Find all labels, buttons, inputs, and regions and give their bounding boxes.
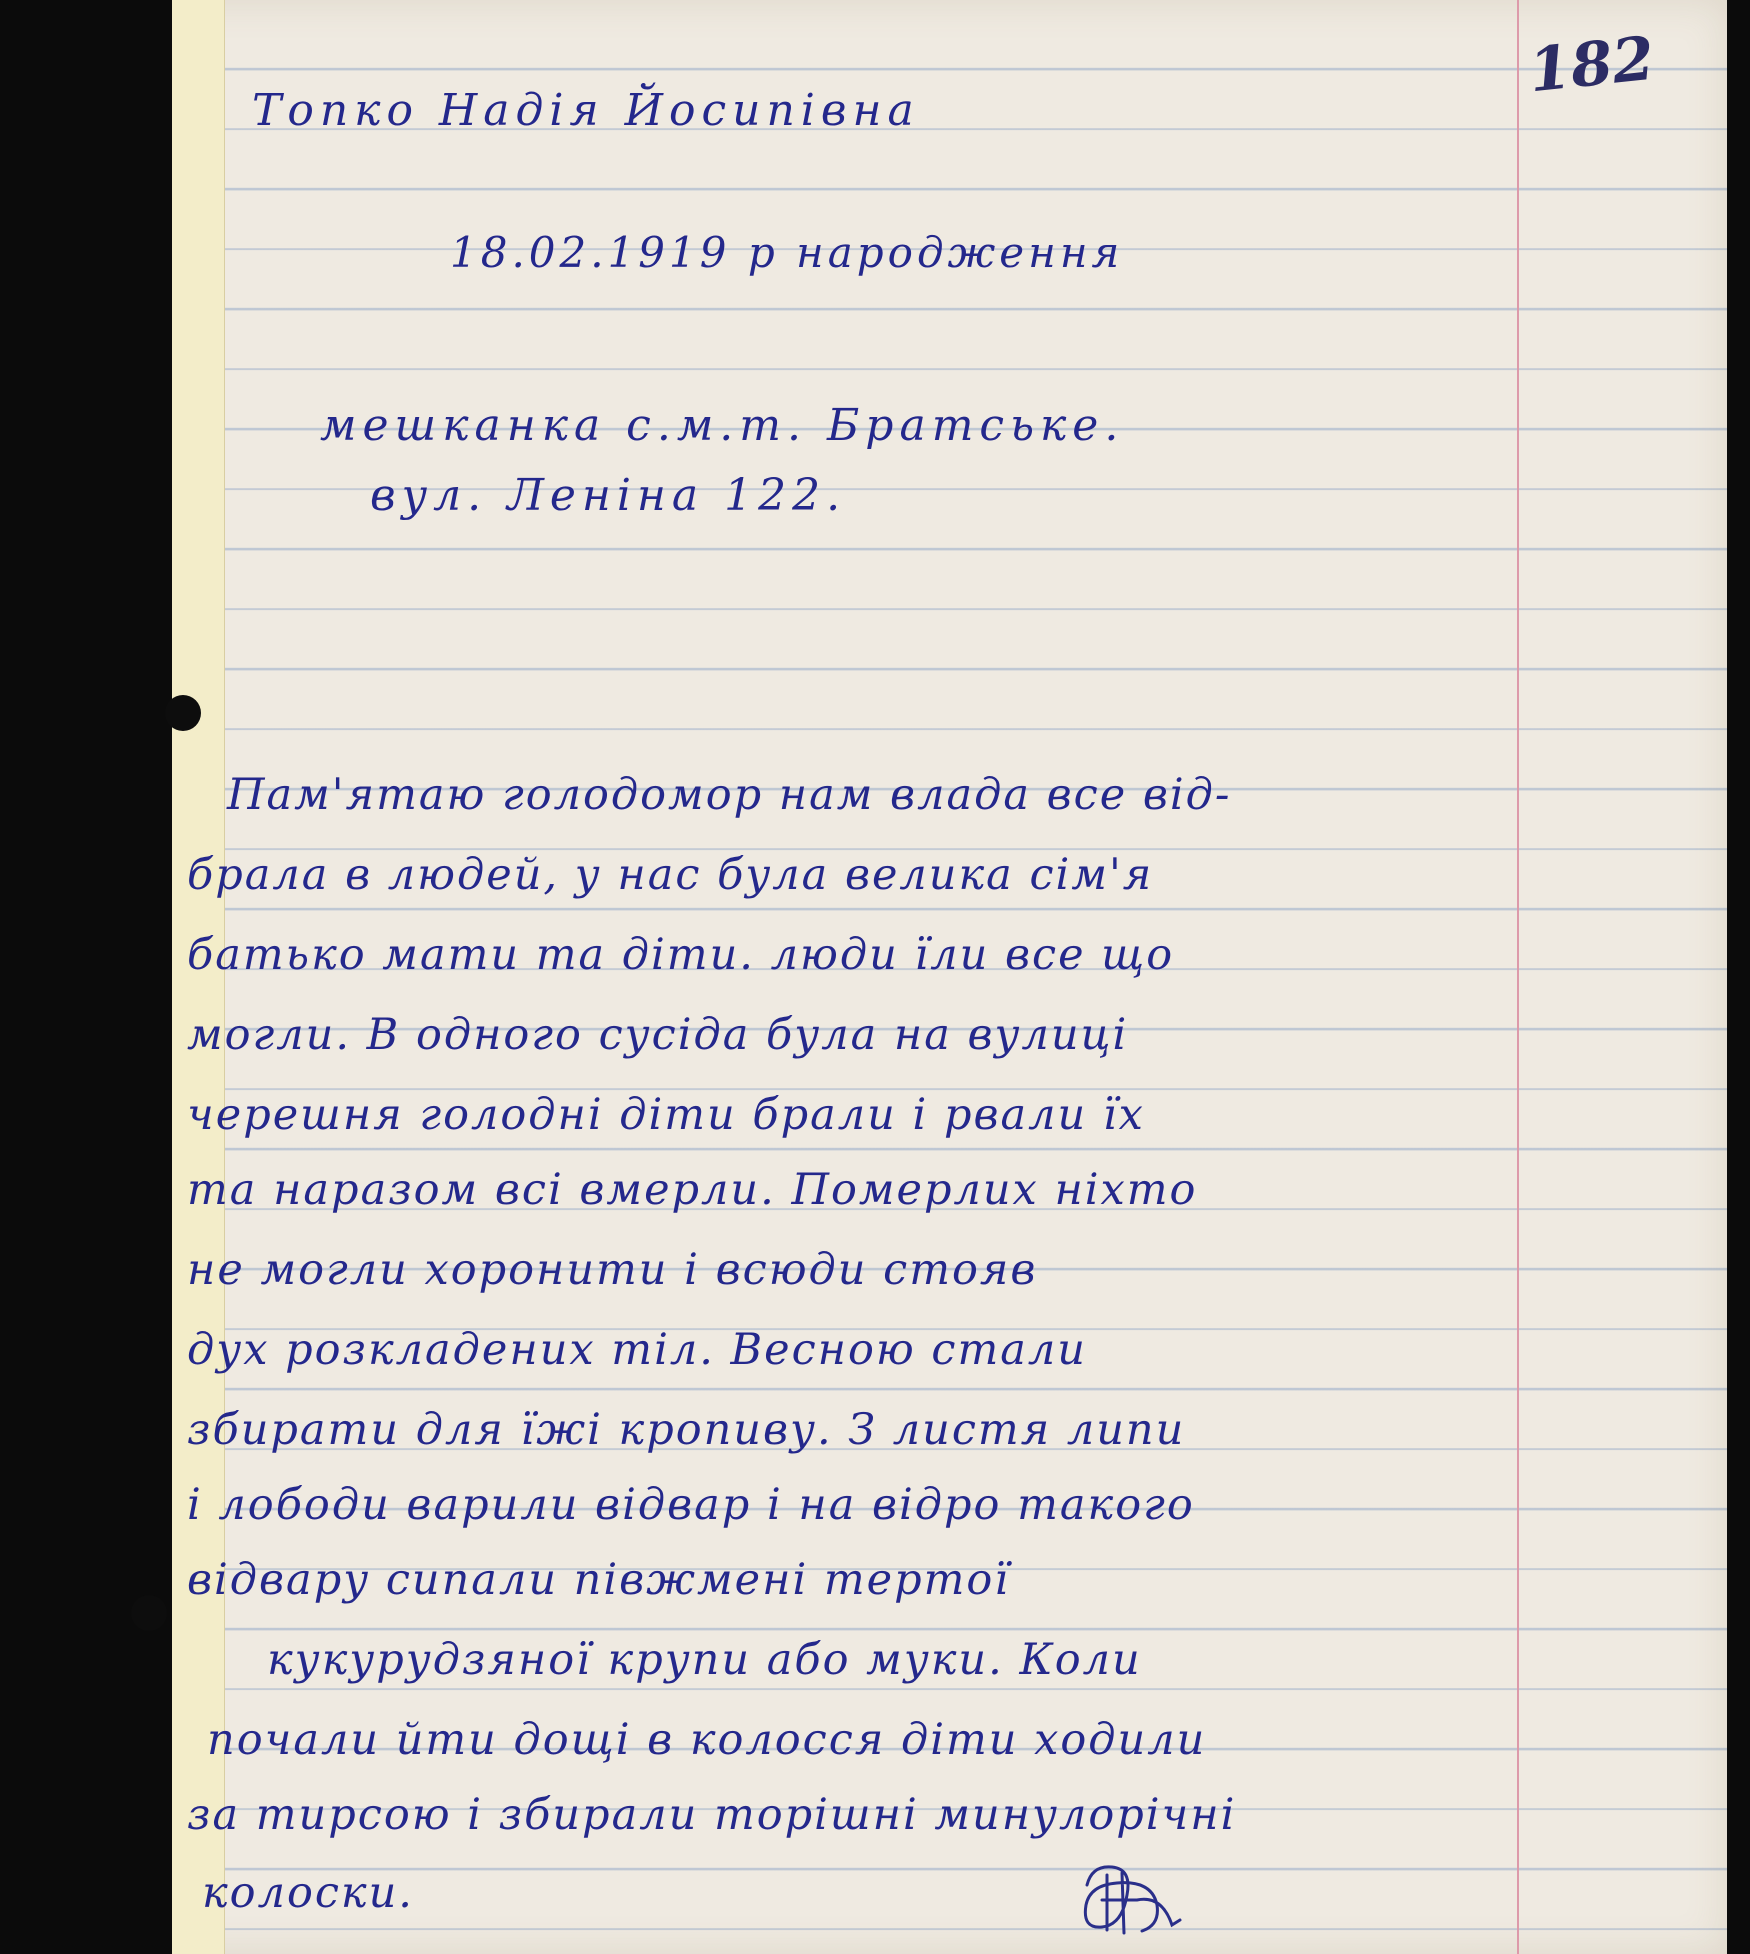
street-address: вул. Леніна 122. [370,470,847,521]
text-line: збирати для їжі кропиву. З листя липи [187,1405,1186,1455]
birth-date: 18.02.1919 р народження [450,228,1124,277]
margin-line [1517,0,1519,1954]
text-line: батько мати та діти. люди їли все що [187,930,1175,980]
text-line: почали йти дощі в колосся діти ходили [207,1715,1207,1765]
text-line: за тирсою і збирали торішні минулорічні [187,1790,1237,1840]
text-line: черешня голодні діти брали і рвали їх [187,1090,1145,1140]
text-line: Пам'ятаю голодомор нам влада все від- [227,770,1232,820]
text-line: і лободи варили відвар і на відро такого [187,1480,1195,1530]
text-line: брала в людей, у нас була велика сім'я [187,850,1154,900]
punch-hole [131,1595,167,1631]
author-name: Топко Надія Йосипівна [252,85,920,136]
text-line: та наразом всі вмерли. Померлих ніхто [187,1165,1198,1215]
text-line: дух розкладених тіл. Весною стали [187,1325,1087,1375]
text-line: відвару сипали півжмені тертої [187,1555,1011,1605]
punch-hole [165,695,201,731]
residence: мешканка с.м.т. Братське. [320,400,1125,451]
text-line: кукурудзяної крупи або муки. Коли [267,1635,1142,1685]
text-line: колоски. [202,1868,414,1918]
text-line: могли. В одного сусіда була на вулиці [187,1010,1129,1060]
page-number: 182 [1525,23,1658,107]
notebook-page [172,0,1727,1954]
text-line: не могли хоронити і всюди стояв [187,1245,1038,1295]
signature [1072,1855,1192,1945]
